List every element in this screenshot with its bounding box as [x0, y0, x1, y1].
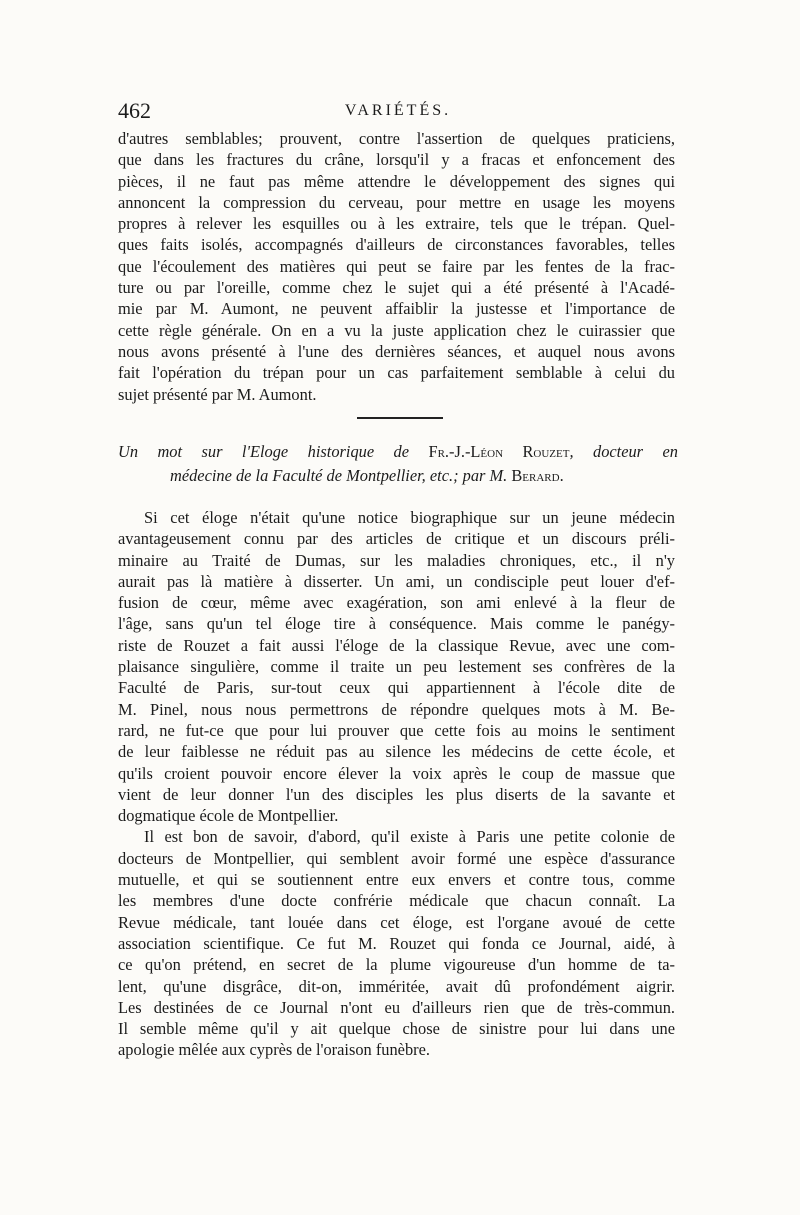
text-line: mie par M. Aumont, ne peuvent affaiblir la justesse et l'importance de	[118, 299, 675, 319]
text-line: riste de Rouzet a fait aussi l'éloge de la classique Revue, avec une com-	[118, 635, 675, 655]
page-number: 462	[118, 98, 151, 123]
text-line: sujet présenté par M. Aumont.	[118, 384, 317, 404]
heading-text: médecine de la Faculté de Montpellier, etc.; par M.	[170, 466, 512, 485]
heading-text: , docteur en	[569, 442, 678, 461]
section-divider	[357, 417, 443, 419]
text-line: minaire au Traité de Dumas, sur les maladies chroniques, etc., il n'y	[118, 550, 675, 570]
top-paragraph	[118, 128, 675, 405]
running-title: VARIÉTÉS.	[344, 102, 452, 119]
subject-name: Fr.-J.-Léon Rouzet	[428, 442, 570, 461]
text-line: ture ou par l'oreille, comme chez le sujet qui a été présenté à l'Acadé-	[118, 278, 675, 298]
text-line: les membres d'une docte confrérie médicale que chacun connaît. La	[118, 891, 675, 911]
text-line: ques faits isolés, accompagnés d'ailleurs de circonstances favorables, telles	[118, 235, 675, 255]
text-line: annoncent la compression du cerveau, pour mettre en usage les moyens	[118, 192, 675, 212]
text-line: Faculté de Paris, sur-tout ceux qui appartiennent à l'école dite de	[118, 678, 675, 698]
author-name: Berard.	[511, 466, 564, 485]
text-line: nous avons présenté à l'une des dernières séances, et auquel nous avons	[118, 341, 675, 361]
text-line: ce qu'on prétend, en secret de la plume vigoureuse d'un homme de ta-	[118, 955, 675, 975]
text-line: docteurs de Montpellier, qui semblent avoir formé une espèce d'assurance	[118, 848, 675, 868]
text-line: l'âge, sans qu'un tel éloge tire à conséquence. Mais comme le panégy-	[118, 614, 675, 634]
text-line: aurait pas là matière à disserter. Un ami, un condisciple peut louer d'ef-	[118, 571, 675, 591]
text-line: dogmatique école de Montpellier.	[118, 806, 339, 826]
text-line: association scientifique. Ce fut M. Rouzet qui fonda ce Journal, aidé, à	[118, 933, 675, 953]
body-text	[118, 507, 675, 1061]
article-heading	[118, 440, 678, 488]
text-line: avantageusement connu par des articles de critique et un discours préli-	[118, 529, 675, 549]
text-line: fusion de cœur, même avec exagération, son ami enlevé à la fleur de	[118, 593, 675, 613]
text-line: apologie mêlée aux cyprès de l'oraison funèbre.	[118, 1040, 430, 1060]
text-line: mutuelle, et qui se soutiennent entre eux envers et contre tous, comme	[118, 870, 675, 890]
text-line: cette règle générale. On en a vu la juste application chez le cuirassier que	[118, 320, 675, 340]
article-heading-line-2	[118, 464, 678, 488]
text-line: lent, qu'une disgrâce, dit-on, imméritée, avait dû profondément aigrir.	[118, 976, 675, 996]
text-line: Les destinées de ce Journal n'ont eu d'ailleurs rien que de très-commun.	[118, 997, 675, 1017]
text-line: Il semble même qu'il y ait quelque chose de sinistre pour lui dans une	[118, 1019, 675, 1039]
text-line: plaisance singulière, comme il traite un peu lestement ses confrères de la	[118, 657, 675, 677]
text-line: de leur faiblesse ne réduit pas au silence les médecins de cette école, et	[118, 742, 675, 762]
text-line: Il est bon de savoir, d'abord, qu'il existe à Paris une petite colonie de	[144, 827, 675, 847]
article-heading-line-1	[118, 440, 678, 464]
page-header	[118, 98, 678, 126]
text-line: vient de leur donner l'un des disciples les plus diserts de la savante et	[118, 784, 675, 804]
heading-text: Un mot sur l'Eloge historique de	[118, 442, 429, 461]
text-line: propres à relever les esquilles ou à les extraire, tels que le trépan. Quel-	[118, 214, 675, 234]
text-line: fait l'opération du trépan pour un cas parfaitement semblable à celui du	[118, 363, 675, 383]
text-line: d'autres semblables; prouvent, contre l'assertion de quelques praticiens,	[118, 129, 675, 148]
text-line: Si cet éloge n'était qu'une notice biographique sur un jeune médecin	[144, 508, 675, 527]
text-line: que l'écoulement des matières qui peut se faire par les fentes de la frac-	[118, 256, 675, 276]
text-line: Revue médicale, tant louée dans cet éloge, est l'organe avoué de cette	[118, 912, 675, 932]
text-line: pièces, il ne faut pas même attendre le développement des signes qui	[118, 171, 675, 191]
text-line: rard, ne fut-ce que pour lui prouver que cette fois au moins le sentiment	[118, 720, 675, 740]
text-line: que dans les fractures du crâne, lorsqu'il y a fracas et enfoncement des	[118, 150, 675, 170]
text-line: qu'ils croient pouvoir encore élever la voix après le coup de massue que	[118, 763, 675, 783]
text-line: M. Pinel, nous nous permettrons de répondre quelques mots à M. Be-	[118, 699, 675, 719]
